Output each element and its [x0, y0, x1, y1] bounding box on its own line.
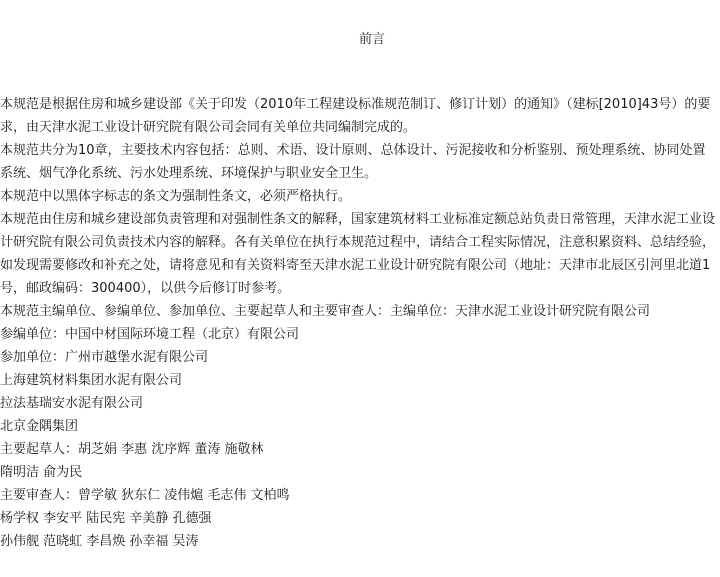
line-reviewers: 主要审查人：曾学敏 狄东仁 凌伟熩 毛志伟 文柏鸣	[0, 488, 290, 503]
line-participant-jinyu: 北京金隅集团	[0, 419, 79, 434]
line-participants: 参加单位：广州市越堡水泥有限公司	[0, 350, 209, 365]
line-drafters: 主要起草人：胡芝娟 李惠 沈序辉 董涛 施敬林	[0, 442, 264, 457]
line-co-editors: 参编单位：中国中材国际环境工程（北京）有限公司	[0, 327, 300, 342]
paragraph-contents: 本规范共分为10章，主要技术内容包括：总则、术语、设计原则、总体设计、污泥接收和分析鉴别、预处理系统、协同处置系统、烟气净化系统、污水处理系统、环境保护与职业安全卫生。	[0, 143, 706, 181]
line-participant-shanghai: 上海建筑材料集团水泥有限公司	[0, 373, 183, 388]
line-editors-intro: 本规范主编单位、参编单位、参加单位、主要起草人和主要审查人：主编单位：天津水泥工业设计研究院有限公司	[0, 304, 651, 319]
line-reviewers-cont-2: 孙伟舰 范晓虹 李昌焕 孙幸福 吴涛	[0, 534, 199, 549]
document-body	[0, 93, 718, 553]
page-title: 前言	[358, 32, 385, 47]
line-participant-lafarge: 拉法基瑞安水泥有限公司	[0, 396, 144, 411]
line-reviewers-cont-1: 杨学权 李安平 陆民宪 辛美静 孔德强	[0, 511, 212, 526]
paragraph-basis: 本规范是根据住房和城乡建设部《关于印发（2010年工程建设标准规范制订、修订计划）的通知》（建标[2010]43号）的要求，由天津水泥工业设计研究院有限公司会同有关单位共同编制完成的。	[0, 97, 711, 135]
paragraph-management: 本规范由住房和城乡建设部负责管理和对强制性条文的解释，国家建筑材料工业标准定额总站负责日常管理，天津水泥工业设计研究院有限公司负责技术内容的解释。各有关单位在执行本规范过程中，请结合工程实际情况，注意积累资料、总结经验，如发现需要修改和补充之处，请将意见和有关资料寄至天津水泥工业设计研究院有限公司（地址：天津市北辰区引河里北道1号，邮政编码：300400），以供今后修订时参考。	[0, 212, 716, 296]
paragraph-mandatory: 本规范中以黑体字标志的条文为强制性条文，必须严格执行。	[0, 189, 352, 204]
line-drafters-cont: 隋明洁 俞为民	[0, 465, 83, 480]
